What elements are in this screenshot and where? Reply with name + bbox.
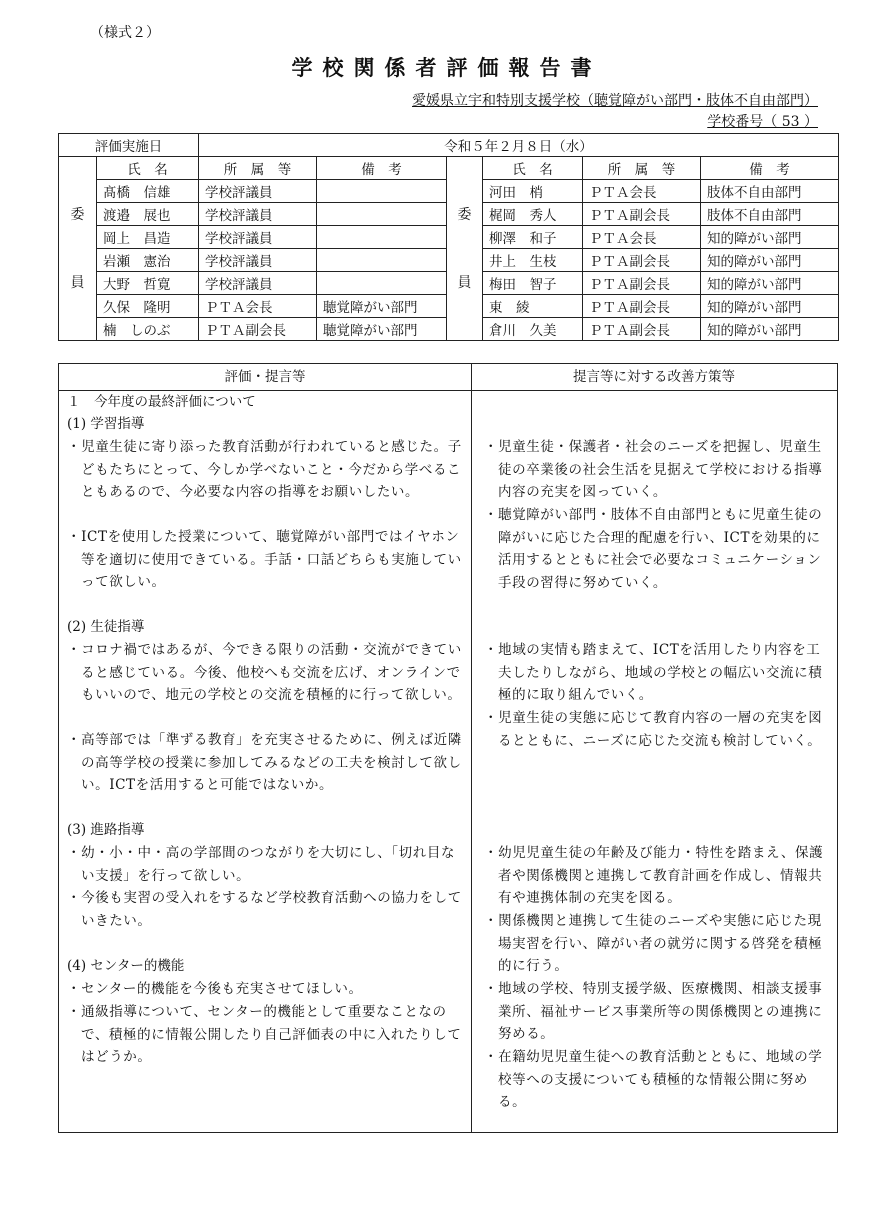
comment-item: ・コロナ禍ではあるが、今できる限りの活動・交流ができていると感じている。今後、他校へも交流を広げ、オンラインでもいいので、地元の学校との交流を積極的に行って欲しい。 <box>67 642 462 703</box>
label-top: 委 <box>457 206 472 223</box>
member-name: 岡上 昌造 <box>97 226 199 249</box>
member-note <box>317 249 447 272</box>
member-name: 髙橋 信雄 <box>97 180 199 203</box>
section-heading: (3) 進路指導 <box>67 822 145 838</box>
column-divider <box>471 390 472 1132</box>
members-vertical-label-left <box>59 157 97 341</box>
form-number: （様式２） <box>90 25 160 41</box>
section-heading: (1) 学習指導 <box>67 416 145 432</box>
comment-item: ・ICTを使用した授業について、聴覚障がい部門ではイヤホン等を適切に使用できている。手話・口話どちらも実施していって欲しい。 <box>67 529 462 590</box>
improvement-header: 提言等に対する改善方策等 <box>471 364 837 391</box>
col-header-note: 備 考 <box>317 157 447 180</box>
member-affiliation: 学校評議員 <box>199 203 317 226</box>
section-heading: (2) 生徒指導 <box>67 619 145 635</box>
col-header-affiliation: 所 属 等 <box>583 157 701 180</box>
col-header-affiliation: 所 属 等 <box>199 157 317 180</box>
member-affiliation: 学校評議員 <box>199 226 317 249</box>
member-affiliation: ＰＴＡ副会長 <box>583 272 701 295</box>
col-header-note: 備 考 <box>701 157 839 180</box>
member-name: 渡邉 展也 <box>97 203 199 226</box>
member-note: 知的障がい部門 <box>701 272 839 295</box>
member-name: 梶岡 秀人 <box>483 203 583 226</box>
member-affiliation: ＰＴＡ会長 <box>199 295 317 318</box>
response-item: ・聴覚障がい部門・肢体不自由部門ともに児童生徒の障がいに応じた合理的配慮を行い、ICTを効果的に活用するとともに社会で必要なコミュニケーション手段の習得に努めていく。 <box>484 507 823 591</box>
label-top: 委 <box>70 206 85 223</box>
member-note <box>317 180 447 203</box>
comment-item: ・児童生徒に寄り添った教育活動が行われていると感じた。子どもたちにとって、今しか学べないこと・今だから学べることもあるので、今必要な内容の指導をお願いしたい。 <box>67 439 462 500</box>
member-affiliation: 学校評議員 <box>199 249 317 272</box>
member-name: 河田 梢 <box>483 180 583 203</box>
member-note: 知的障がい部門 <box>701 249 839 272</box>
member-note: 聴覚障がい部門 <box>317 318 447 341</box>
evaluation-header: 評価・提言等 <box>59 364 472 391</box>
intro-heading: １ 今年度の最終評価について <box>67 394 256 410</box>
comment-item: ・通級指導について、センター的機能として重要なことなので、積極的に情報公開したり自己評価表の中に入れたりしてはどうか。 <box>67 1004 462 1065</box>
label-bottom: 員 <box>70 274 85 291</box>
response-item: ・児童生徒の実態に応じて教育内容の一層の充実を図るとともに、ニーズに応じた交流も検討していく。 <box>484 710 823 749</box>
member-note: 知的障がい部門 <box>701 226 839 249</box>
evaluation-table <box>58 363 838 1133</box>
response-item: ・地域の学校、特別支援学級、医療機関、相談支援事業所、福祉サービス事業所等の関係機関との連携に努める。 <box>484 981 823 1042</box>
member-affiliation: ＰＴＡ会長 <box>583 180 701 203</box>
member-note: 肢体不自由部門 <box>701 203 839 226</box>
school-name: 愛媛県立宇和特別支援学校（聴覚障がい部門・肢体不自由部門） <box>412 93 818 109</box>
label-bottom: 員 <box>457 274 472 291</box>
comment-item: ・高等部では「準ずる教育」を充実させるために、例えば近隣の高等学校の授業に参加してみるなどの工夫を検討して欲しい。ICTを活用すると可能ではないか。 <box>67 732 462 793</box>
response-item: ・児童生徒・保護者・社会のニーズを把握し、児童生徒の卒業後の社会生活を見据えて学校における指導内容の充実を図っていく。 <box>484 439 823 500</box>
members-vertical-label-right <box>447 157 483 341</box>
member-affiliation: ＰＴＡ副会長 <box>583 318 701 341</box>
member-note: 聴覚障がい部門 <box>317 295 447 318</box>
member-affiliation: ＰＴＡ副会長 <box>583 295 701 318</box>
comment-item: ・センター的機能を今後も充実させてほしい。 <box>67 981 363 997</box>
member-affiliation: 学校評議員 <box>199 272 317 295</box>
response-item: ・幼児児童生徒の年齢及び能力・特性を踏まえ、保護者や関係機関と連携して教育計画を作成し、情報共有や連携体制の充実を図る。 <box>484 845 824 906</box>
member-name: 井上 生枝 <box>483 249 583 272</box>
member-affiliation: ＰＴＡ会長 <box>583 226 701 249</box>
member-affiliation: ＰＴＡ副会長 <box>199 318 317 341</box>
response-item: ・関係機関と連携して生徒のニーズや実態に応じた現場実習を行い、障がい者の就労に関する啓発を積極的に行う。 <box>484 913 823 974</box>
comment-item: ・幼・小・中・高の学部間のつながりを大切にし、「切れ目ない支援」を行って欲しい。 <box>67 845 456 884</box>
member-note <box>317 272 447 295</box>
member-affiliation: ＰＴＡ副会長 <box>583 249 701 272</box>
member-affiliation: 学校評議員 <box>199 180 317 203</box>
col-header-name: 氏 名 <box>483 157 583 180</box>
school-number: 学校番号（ 53 ） <box>707 114 818 130</box>
member-name: 梅田 智子 <box>483 272 583 295</box>
comment-item: ・今後も実習の受入れをするなど学校教育活動への協力をしていきたい。 <box>67 890 462 929</box>
member-note: 肢体不自由部門 <box>701 180 839 203</box>
members-table <box>58 133 839 341</box>
member-note: 知的障がい部門 <box>701 295 839 318</box>
member-name: 大野 哲寛 <box>97 272 199 295</box>
member-name: 久保 隆明 <box>97 295 199 318</box>
response-item: ・在籍幼児児童生徒への教育活動とともに、地域の学校等への支援についても積極的な情報公開に努める。 <box>484 1049 823 1110</box>
member-name: 柳澤 和子 <box>483 226 583 249</box>
member-name: 東 綾 <box>483 295 583 318</box>
member-note <box>317 203 447 226</box>
member-affiliation: ＰＴＡ副会長 <box>583 203 701 226</box>
member-name: 倉川 久美 <box>483 318 583 341</box>
date-value: 令和５年２月８日（水） <box>199 134 839 157</box>
col-header-name: 氏 名 <box>97 157 199 180</box>
section-heading: (4) センター的機能 <box>67 958 185 974</box>
member-note: 知的障がい部門 <box>701 318 839 341</box>
response-item: ・地域の実情も踏まえて、ICTを活用したり内容を工夫したりしながら、地域の学校との幅広い交流に積極的に取り組んでいく。 <box>484 642 823 703</box>
date-label: 評価実施日 <box>59 134 199 157</box>
page-title: 学校関係者評価報告書 <box>291 55 602 80</box>
member-name: 岩瀬 憲治 <box>97 249 199 272</box>
member-note <box>317 226 447 249</box>
member-name: 楠 しのぶ <box>97 318 199 341</box>
